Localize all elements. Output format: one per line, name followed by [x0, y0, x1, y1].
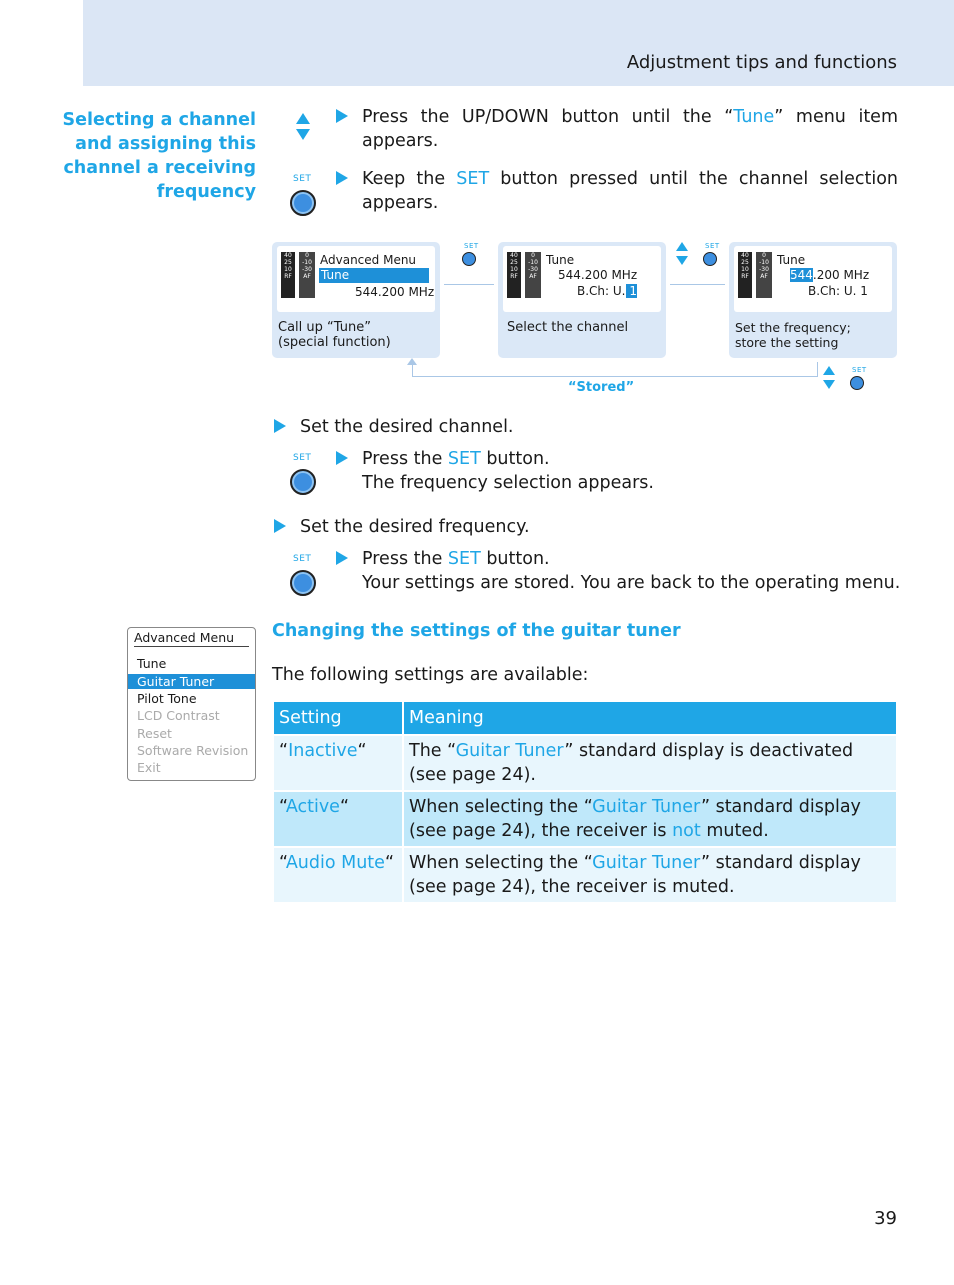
step-press-set-2: Press the SET button.: [362, 549, 550, 569]
menu-item-reset: Reset: [137, 726, 172, 741]
up-arrow-icon: [676, 242, 688, 251]
bullet-arrow-icon: [336, 551, 348, 565]
tune-flow-diagram: [272, 242, 898, 402]
table-row: [274, 736, 896, 790]
set-label: SET: [464, 242, 479, 250]
lcd-frequency: 544.200 MHz: [790, 268, 870, 282]
header-band: [83, 0, 954, 86]
set-label: SET: [293, 554, 312, 564]
set-button-icon: [462, 252, 476, 266]
bullet-arrow-icon: [274, 519, 286, 533]
set-button-icon: [290, 570, 316, 596]
advanced-menu-illustration: [127, 627, 256, 781]
menu-item-tune: Tune: [137, 656, 167, 671]
table-row: [274, 792, 896, 846]
lcd-title: Advanced Menu: [320, 253, 417, 267]
stored-label: “Stored”: [568, 380, 635, 395]
set-button-icon: [290, 190, 316, 216]
step-set-channel: Set the desired channel.: [300, 417, 514, 437]
menu-item-exit: Exit: [137, 760, 161, 775]
flow-arrow: [444, 284, 494, 285]
diagram-panel-2: [498, 242, 666, 358]
up-arrow-icon: [296, 113, 310, 124]
set-label: SET: [293, 174, 312, 184]
lcd-bank-channel: B.Ch: U. 1: [577, 284, 637, 298]
down-arrow-icon: [823, 380, 835, 389]
rf-meter: 40 25 10 RF: [281, 252, 295, 298]
set-label: SET: [705, 242, 720, 250]
return-arrow-icon: [407, 358, 417, 365]
setting-cell: “Inactive“: [274, 736, 402, 790]
diagram-panel-1: [272, 242, 440, 358]
panel-caption: Call up “Tune” (special function): [278, 320, 391, 350]
bullet-arrow-icon: [336, 171, 348, 185]
set-button-icon: [290, 469, 316, 495]
table-row: [274, 848, 896, 902]
bullet-arrow-icon: [336, 109, 348, 123]
section-intro: The following settings are available:: [272, 665, 589, 685]
af-meter: 0 -10 -30 AF: [525, 252, 541, 298]
bullet-arrow-icon: [336, 451, 348, 465]
lcd-selected-item: Tune: [319, 268, 429, 283]
bullet-arrow-icon: [274, 419, 286, 433]
lcd-frequency: 544.200 MHz: [558, 268, 638, 282]
lcd-display: [734, 246, 892, 312]
lcd-title: Tune: [546, 253, 575, 267]
meaning-cell: The “Guitar Tuner” standard display is deactivated (see page 24).: [404, 736, 896, 790]
column-header-meaning: Meaning: [404, 702, 896, 734]
set-label: SET: [852, 366, 867, 374]
step-result-2: Your settings are stored. You are back to the operating menu.: [362, 573, 901, 593]
set-button-icon: [703, 252, 717, 266]
set-label: SET: [293, 453, 312, 463]
panel-caption: Select the channel: [507, 320, 629, 335]
menu-item-guitar-tuner: Guitar Tuner: [128, 674, 255, 689]
down-arrow-icon: [676, 256, 688, 265]
step-keep-set: Keep the SET button pressed until the channel selection appears.: [362, 169, 898, 213]
section-heading: Changing the settings of the guitar tuner: [272, 621, 681, 641]
diagram-panel-3: [729, 242, 897, 358]
lcd-display: [277, 246, 435, 312]
setting-cell: “Audio Mute“: [274, 848, 402, 902]
af-meter: 0 -10 -30 AF: [756, 252, 772, 298]
column-header-setting: Setting: [274, 702, 402, 734]
meaning-cell: When selecting the “Guitar Tuner” standard display (see page 24), the receiver is muted.: [404, 848, 896, 902]
down-arrow-icon: [296, 129, 310, 140]
rf-meter: 40 25 10 RF: [507, 252, 521, 298]
setting-cell: “Active“: [274, 792, 402, 846]
header-title: Adjustment tips and functions: [626, 52, 897, 73]
step-result-1: The frequency selection appears.: [362, 473, 654, 493]
panel-caption: Set the frequency; store the setting: [735, 320, 851, 350]
lcd-display: [503, 246, 661, 312]
lcd-title: Tune: [777, 253, 806, 267]
menu-title: Advanced Menu: [134, 630, 249, 647]
menu-item-software-revision: Software Revision: [137, 743, 249, 758]
flow-arrow: [670, 284, 725, 285]
up-arrow-icon: [823, 366, 835, 375]
section-side-heading: Selecting a channel and assigning this channel a receiving frequency: [62, 110, 256, 202]
rf-meter: 40 25 10 RF: [738, 252, 752, 298]
set-button-icon: [850, 376, 864, 390]
step-press-updown: Press the UP/DOWN button until the “Tune” menu item appears.: [362, 107, 898, 151]
af-meter: 0 -10 -30 AF: [299, 252, 315, 298]
lcd-bank-channel: B.Ch: U. 1: [808, 284, 868, 298]
step-press-set-1: Press the SET button.: [362, 449, 550, 469]
page-number: 39: [874, 1208, 897, 1229]
menu-item-pilot-tone: Pilot Tone: [137, 691, 197, 706]
lcd-frequency: 544.200 MHz: [355, 285, 435, 299]
menu-item-lcd-contrast: LCD Contrast: [137, 708, 220, 723]
settings-table: [272, 700, 898, 904]
return-loop-line: [412, 362, 818, 377]
step-set-frequency: Set the desired frequency.: [300, 517, 530, 537]
meaning-cell: When selecting the “Guitar Tuner” standard display (see page 24), the receiver is not muted.: [404, 792, 896, 846]
table-header-row: [274, 702, 896, 734]
